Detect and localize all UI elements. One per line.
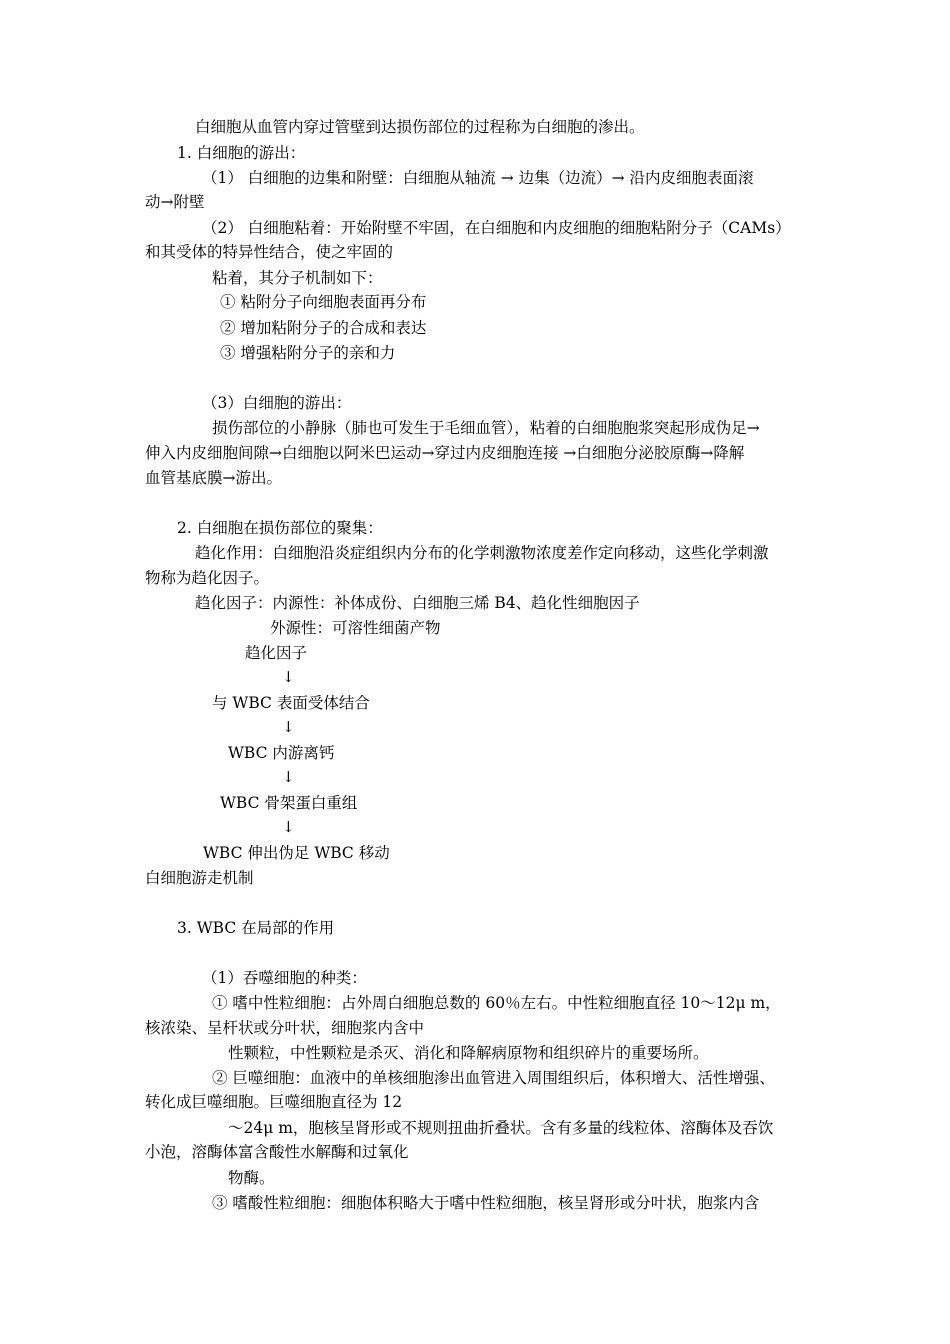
macrophage-line4: 小泡，溶酶体富含酸性水解酶和过氧化 xyxy=(145,1143,409,1161)
s1-p3-heading: （3）白细胞的游出： xyxy=(202,394,352,412)
s1-p1-line1: （1） 白细胞的边集和附壁：白细胞从轴流 → 边集（边流）→ 沿内皮细胞表面滚 xyxy=(202,169,754,187)
list-item: ③ 增强粘附分子的亲和力 xyxy=(220,344,396,362)
macrophage-line5: 物酶。 xyxy=(228,1169,275,1187)
list-item: ① 粘附分子向细胞表面再分布 xyxy=(220,293,427,311)
section-2-heading: 2. 白细胞在损伤部位的聚集： xyxy=(177,519,383,537)
section-1-heading: 1. 白细胞的游出： xyxy=(177,144,306,162)
flow-step: WBC 骨架蛋白重组 xyxy=(220,794,358,812)
chemotaxis-line2: 物称为趋化因子。 xyxy=(145,569,270,587)
macrophage-line3: ～24μ m，胞核呈肾形或不规则扭曲折叠状。含有多量的线粒体、溶酶体及吞饮 xyxy=(228,1119,774,1137)
flow-step: WBC 伸出伪足 WBC 移动 xyxy=(203,844,390,862)
section-3-heading: 3. WBC 在局部的作用 xyxy=(177,919,335,937)
flow-step: 与 WBC 表面受体结合 xyxy=(212,694,370,712)
intro-paragraph: 白细胞从血管内穿过管壁到达损伤部位的过程称为白细胞的渗出。 xyxy=(195,118,645,136)
macrophage-line1: ② 巨噬细胞：血液中的单核细胞渗出血管进入周围组织后，体积增大、活性增强、 xyxy=(212,1069,775,1087)
s1-p2-line2: 和其受体的特异性结合，使之牢固的 xyxy=(145,243,394,261)
flow-caption: 白细胞游走机制 xyxy=(145,869,254,887)
neutrophil-line2: 核浓染、呈杆状或分叶状，细胞浆内含中 xyxy=(145,1019,425,1037)
s1-p3-line2: 伸入内皮细胞间隙→白细胞以阿米巴运动→穿过内皮细胞连接 →白细胞分泌胶原酶→降解 xyxy=(145,444,745,462)
s1-p2-line1: （2） 白细胞粘着：开始附壁不牢固，在白细胞和内皮细胞的细胞粘附分子（CAMs） xyxy=(202,219,791,237)
s1-p1-line2: 动→附壁 xyxy=(145,193,205,211)
eosinophil-line1: ③ 嗜酸性粒细胞：细胞体积略大于嗜中性粒细胞，核呈肾形或分叶状，胞浆内含 xyxy=(212,1194,760,1212)
neutrophil-line3: 性颗粒，中性颗粒是杀灭、消化和降解病原物和组织碎片的重要场所。 xyxy=(228,1044,709,1062)
chemokine-exogenous: 外源性：可溶性细菌产物 xyxy=(270,619,441,637)
down-arrow-icon: ↓ xyxy=(282,768,295,786)
chemokine-endogenous: 趋化因子：内源性：补体成份、白细胞三烯 B4、趋化性细胞因子 xyxy=(195,594,640,612)
s1-p3-line3: 血管基底膜→游出。 xyxy=(145,469,282,487)
macrophage-line2: 转化成巨噬细胞。巨噬细胞直径为 12 xyxy=(145,1093,403,1111)
chemotaxis-line1: 趋化作用：白细胞沿炎症组织内分布的化学刺激物浓度差作定向移动，这些化学刺激 xyxy=(195,544,769,562)
flow-step: 趋化因子 xyxy=(245,644,308,662)
down-arrow-icon: ↓ xyxy=(282,718,295,736)
s1-p2-line3: 粘着，其分子机制如下： xyxy=(212,269,383,287)
flow-step: WBC 内游离钙 xyxy=(228,744,335,762)
s3-sub1-heading: （1）吞噬细胞的种类： xyxy=(202,969,367,987)
down-arrow-icon: ↓ xyxy=(282,668,295,686)
down-arrow-icon: ↓ xyxy=(282,818,295,836)
s1-p3-line1: 损伤部位的小静脉（肺也可发生于毛细血管），粘着的白细胞胞浆突起形成伪足→ xyxy=(212,419,760,437)
list-item: ② 增加粘附分子的合成和表达 xyxy=(220,319,427,337)
neutrophil-line1: ① 嗜中性粒细胞：占外周白细胞总数的 60％左右。中性粒细胞直径 10～12μ m， xyxy=(212,994,781,1012)
